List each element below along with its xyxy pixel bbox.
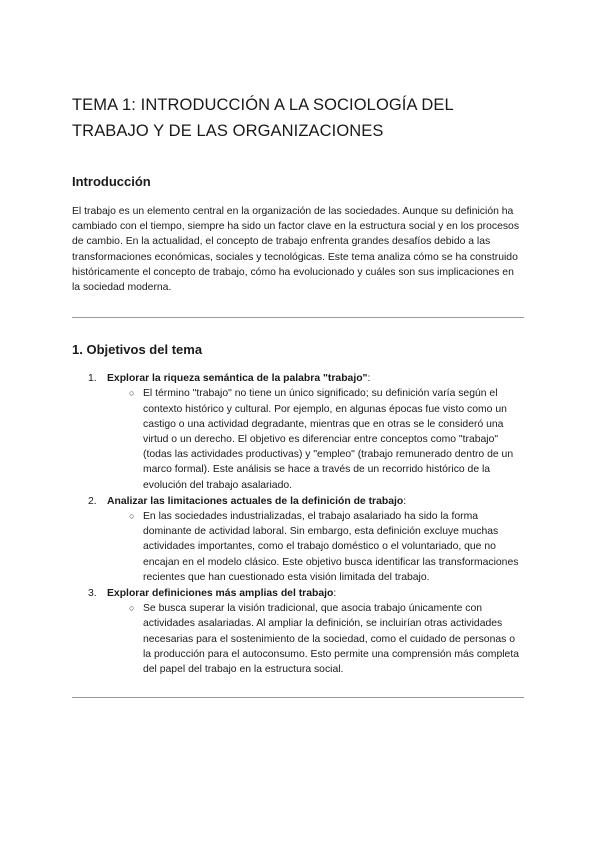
section-divider xyxy=(72,317,524,318)
document-title: TEMA 1: INTRODUCCIÓN A LA SOCIOLOGÍA DEL TRABAJO Y DE LAS ORGANIZACIONES xyxy=(72,96,454,140)
objective-detail: En las sociedades industrializadas, el trabajo asalariado ha sido la forma dominante de actividad laboral. Sin embargo, esta definición excluye muchas actividades importantes, como el trabajo doméstico o el voluntariado, que no encajan en el modelo clásico. Este objetivo busca identificar las transformaciones recientes que han cuestionado esta visión limitada del trabajo. xyxy=(143,511,519,583)
objective-lead: Analizar las limitaciones actuales de la definición de trabajo xyxy=(107,495,404,507)
objective-lead: Explorar la riqueza semántica de la palabra "trabajo" xyxy=(107,373,368,385)
objective-sublist xyxy=(107,509,524,585)
objectives-list xyxy=(72,371,524,677)
objective-lead: Explorar definiciones más amplias del trabajo xyxy=(107,588,334,600)
list-item xyxy=(107,509,524,585)
objective-item-2 xyxy=(72,494,524,585)
list-number: 1. xyxy=(88,373,97,385)
intro-paragraph: El trabajo es un elemento central en la organización de las sociedades. Aunque su definición ha cambiado con el tiempo, siempre ha sido un factor clave en la estructura social y en los procesos de cambio. En la actualidad, el concepto de trabajo enfrenta grandes desafíos debido a las transformaciones económicas, sociales y tecnológicas. Este tema analiza cómo se ha construido históricamente el concepto de trabajo, cómo ha evolucionado y cuáles son sus implicaciones en la sociedad moderna. xyxy=(72,206,520,294)
objectives-heading: 1. Objetivos del tema xyxy=(72,342,203,358)
objective-colon: : xyxy=(333,588,337,600)
section-divider xyxy=(72,697,524,698)
list-item xyxy=(107,601,524,677)
intro-heading: Introducción xyxy=(72,174,151,189)
objective-colon: : xyxy=(367,373,371,385)
objective-item-1 xyxy=(72,371,524,493)
objective-sublist xyxy=(107,386,524,492)
hollow-circle-bullet-icon: ○ xyxy=(129,388,135,399)
list-number: 2. xyxy=(88,495,97,507)
objective-colon: : xyxy=(403,495,407,507)
objective-sublist xyxy=(107,601,524,677)
hollow-circle-bullet-icon: ○ xyxy=(129,511,135,522)
list-item xyxy=(107,386,524,492)
list-number: 3. xyxy=(88,588,97,600)
hollow-circle-bullet-icon: ○ xyxy=(129,603,135,614)
objective-item-3 xyxy=(72,586,524,677)
objective-detail: Se busca superar la visión tradicional, que asocia trabajo únicamente con actividades asalariadas. Al ampliar la definición, se incluirían otras actividades necesarias para el sostenimiento de la sociedad, como el cuidado de personas o la producción para el autoconsumo. Esto permite una comprensión más completa del papel del trabajo en la estructura social. xyxy=(143,603,519,676)
objective-detail: El término "trabajo" no tiene un único significado; su definición varía según el contexto histórico y cultural. Por ejemplo, en algunas épocas fue visto como un castigo o una actividad degradante, mientras que en otras se le consideró una virtud o un derecho. El objetivo es diferenciar entre conceptos como "trabajo" (todas las actividades productivas) y "empleo" (trabajo remunerado dentro de un marco formal). Este análisis se hace a través de un recorrido histórico de la evolución del trabajo asalariado. xyxy=(143,388,514,491)
